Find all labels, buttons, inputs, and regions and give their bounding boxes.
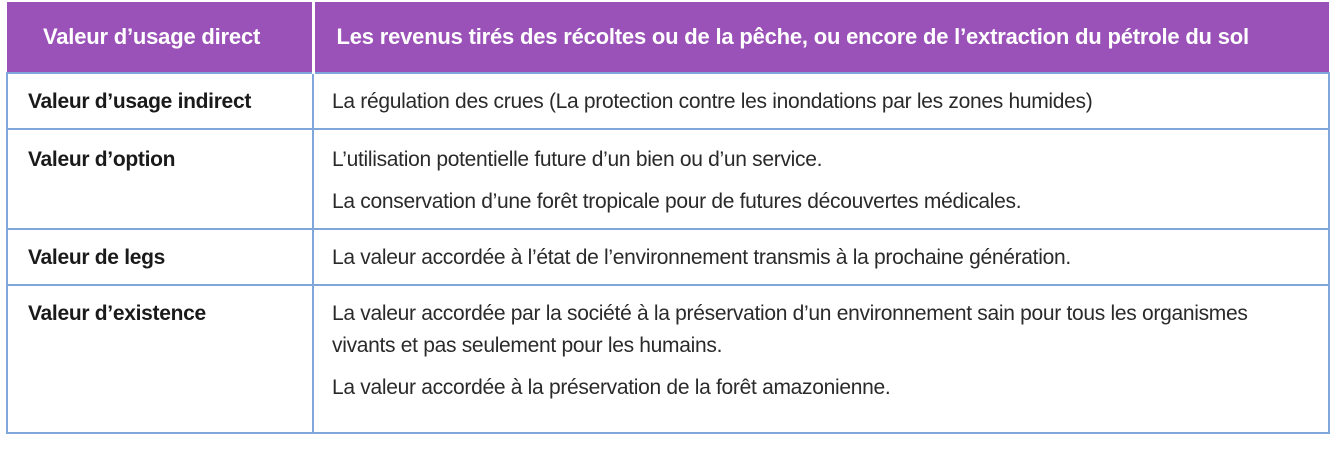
header-cell-direct-use-description: Les revenus tirés des récoltes ou de la pêche, ou encore de l’extraction du pétrole du sol bbox=[313, 2, 1329, 73]
description-line: La valeur accordée à la préservation de la forêt amazonienne. bbox=[332, 376, 891, 399]
header-cell-direct-use-value: Valeur d’usage direct bbox=[7, 2, 313, 73]
row-label: Valeur d’existence bbox=[7, 285, 313, 433]
table-row bbox=[7, 285, 1329, 433]
row-label: Valeur d’option bbox=[7, 129, 313, 229]
header-row bbox=[7, 2, 1329, 73]
row-label: Valeur de legs bbox=[7, 229, 313, 285]
economic-values-table bbox=[6, 2, 1330, 434]
table-row bbox=[7, 229, 1329, 285]
description-line: L’utilisation potentielle future d’un bien ou d’un service. bbox=[332, 148, 823, 171]
row-description bbox=[313, 129, 1329, 229]
values-table-container bbox=[6, 2, 1328, 434]
table-row bbox=[7, 73, 1329, 129]
description-line: La conservation d’une forêt tropicale pour de futures découvertes médicales. bbox=[332, 190, 1022, 213]
description-line: La régulation des crues (La protection contre les inondations par les zones humides) bbox=[332, 90, 1093, 113]
row-label: Valeur d’usage indirect bbox=[7, 73, 313, 129]
table-row bbox=[7, 129, 1329, 229]
row-description bbox=[313, 229, 1329, 285]
row-description bbox=[313, 285, 1329, 433]
description-line: La valeur accordée par la société à la préservation d’un environnement sain pour tous les organismes vivants et pas seulement pour les humains. bbox=[332, 302, 1248, 357]
description-line: La valeur accordée à l’état de l’environnement transmis à la prochaine génération. bbox=[332, 246, 1071, 269]
row-description bbox=[313, 73, 1329, 129]
